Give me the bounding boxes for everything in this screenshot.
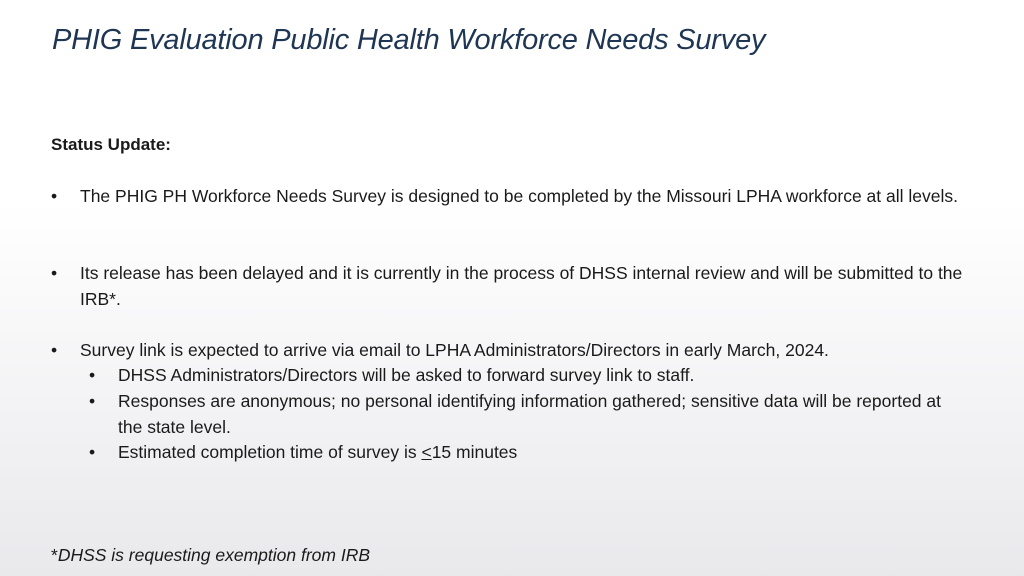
sub-bullet-forward — [89, 363, 969, 389]
bullet-text: Survey link is expected to arrive via email to LPHA Administrators/Directors in early March, 2024. — [80, 340, 829, 360]
footnote-text: DHSS is requesting exemption from IRB — [57, 545, 371, 565]
sub-bullet-icon: • — [89, 365, 96, 385]
sub-bullet-completion-time — [89, 440, 969, 466]
bullet-item-release — [51, 261, 981, 312]
bullet-text: Its release has been delayed and it is currently in the process of DHSS internal review and will be submitted to the IRB*. — [80, 263, 963, 309]
bullet-icon: • — [51, 340, 58, 360]
bullet-icon: • — [51, 263, 58, 283]
less-than-symbol: < — [421, 442, 432, 462]
bullet-item-design — [51, 184, 981, 210]
slide-title: PHIG Evaluation Public Health Workforce Needs Survey — [52, 24, 766, 56]
sub-bullet-icon: • — [89, 442, 96, 462]
sub-bullet-text: DHSS Administrators/Directors will be asked to forward survey link to staff. — [118, 365, 695, 385]
bullet-item-survey-link — [51, 338, 981, 364]
status-heading: Status Update: — [51, 135, 171, 154]
bullet-icon: • — [51, 186, 58, 206]
sub-bullet-text — [118, 440, 969, 466]
bullet-text: The PHIG PH Workforce Needs Survey is designed to be completed by the Missouri LPHA workforce at all levels. — [80, 186, 958, 206]
completion-prefix: Estimated completion time of survey is — [118, 442, 422, 462]
sub-bullet-text: Responses are anonymous; no personal identifying information gathered; sensitive data will be reported at the state level. — [118, 391, 941, 437]
completion-suffix: 15 minutes — [431, 442, 518, 462]
footnote-marker: * — [51, 545, 58, 565]
sub-bullet-anonymous — [89, 389, 969, 440]
footnote — [51, 543, 370, 568]
sub-bullet-icon: • — [89, 391, 96, 411]
